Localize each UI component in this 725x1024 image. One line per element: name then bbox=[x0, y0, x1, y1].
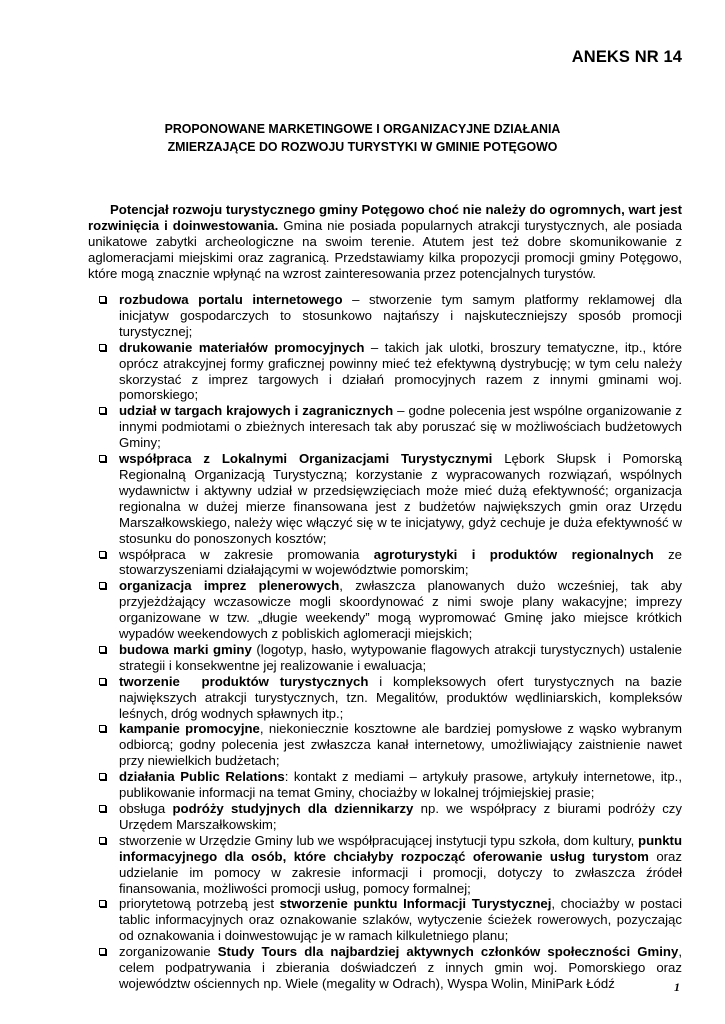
item-prefix: stworzenie w Urzędzie Gminy lub we współpracującej instytucji typu szkoła, dom kultury, bbox=[119, 832, 639, 848]
checkbox-bullet-icon bbox=[99, 344, 106, 351]
proposal-list bbox=[90, 292, 682, 992]
checkbox-bullet-icon bbox=[99, 805, 106, 812]
list-item bbox=[90, 833, 682, 897]
item-bold: budowa marki gminy bbox=[119, 641, 252, 657]
item-text: : kontakt z mediami – artykuły prasowe, artykuły internetowe, itp., publikowanie informacji na temat Gminy, chociażby w lokalnej trójmiejskiej prasie; bbox=[119, 769, 683, 801]
list-item bbox=[90, 340, 682, 404]
list-item bbox=[90, 721, 682, 769]
item-prefix: obsługa bbox=[119, 801, 173, 816]
item-text: – godne polecenia jest wspólne organizowanie z innymi podmiotami o zbieżnych interesach tak aby poruszać się w możliwościach budżetowych Gminy; bbox=[119, 403, 683, 451]
checkbox-bullet-icon bbox=[99, 455, 106, 462]
list-item bbox=[90, 674, 682, 722]
checkbox-bullet-icon bbox=[99, 948, 106, 955]
intro-paragraph bbox=[88, 202, 682, 282]
title-line-2: ZMIERZAJĄCE DO ROZWOJU TURYSTYKI W GMINIE POTĘGOWO bbox=[167, 139, 558, 154]
list-item bbox=[90, 578, 682, 642]
checkbox-bullet-icon bbox=[99, 900, 106, 907]
item-text: , celem podpatrywania i zbierania doświadczeń z innych gmin woj. Pomorskiego oraz województw ościennych np. Wiele (megality w Odrach), Wyspa Wolin, MiniPark Łódź bbox=[119, 944, 682, 991]
list-item bbox=[90, 801, 682, 833]
item-bold: Study Tours dla najbardziej aktywnych członków społeczności Gminy bbox=[217, 944, 679, 960]
item-text: , zwłaszcza planowanych dużo wcześniej, tak aby przyjeżdżający wczasowicze mogli skoordynować z nimi swoje plany wakacyjne; imprezy organizowane w tzw. „długie weekendy” mogą wypromować Gminę jako miejsce krótkich wypadów weekendowych z pobliskich aglomeracji miejskich; bbox=[119, 578, 682, 642]
checkbox-bullet-icon bbox=[99, 582, 106, 589]
title-line-1: PROPONOWANE MARKETINGOWE I ORGANIZACYJNE DZIAŁANIA bbox=[164, 121, 561, 136]
list-item bbox=[90, 944, 682, 992]
item-text: np. we współpracy z biurami podróży czy Urzędem Marszałkowskim; bbox=[119, 801, 682, 832]
item-text: i kompleksowych ofert turystycznych na bazie największych atrakcji turystycznych, tzn. Megalitów, produktów wędliniarskich, kompleksów leśnych, dróg wodnych spławnych itp.; bbox=[119, 673, 682, 721]
item-text: , chociażby w postaci tablic informacyjnych oraz oznakowanie szlaków, wytyczenie ścieżek rowerowych, pozyczając od oznakowania i doinwestowując je w ramach kilkuletniego planu; bbox=[119, 896, 682, 944]
list-item bbox=[90, 292, 682, 340]
checkbox-bullet-icon bbox=[99, 725, 106, 732]
item-bold: tworzenie produktów turystycznych bbox=[119, 673, 369, 689]
item-prefix: zorganizowanie bbox=[119, 944, 218, 960]
item-text: ze stowarzyszeniami działającymi w województwie pomorskim; bbox=[119, 546, 683, 578]
list-item bbox=[90, 547, 682, 579]
annex-number: ANEKS NR 14 bbox=[571, 48, 682, 66]
checkbox-bullet-icon bbox=[99, 646, 106, 653]
item-bold: podróży studyjnych dla dziennikarzy bbox=[172, 801, 414, 816]
item-bold: organizacja imprez plenerowych bbox=[119, 578, 340, 594]
item-bold: udział w targach krajowych i zagranicznych bbox=[119, 403, 394, 419]
list-item bbox=[90, 403, 682, 451]
item-prefix: współpraca w zakresie promowania bbox=[119, 546, 374, 562]
item-bold: działania Public Relations bbox=[119, 769, 285, 785]
item-text: – stworzenie tym samym platformy reklamowej dla inicjatyw gospodarczych to stosunkowo najtańszy i najskuteczniejszy sposób promocji turystycznej; bbox=[119, 292, 682, 339]
item-text: , niekoniecznie kosztowne ale bardziej pomysłowe z wąsko wybranym odbiorcą; godny polecenia jest zwłaszcza kanał internetowy, umożliwiający zaistnienie nawet przy niewielkich budżetach; bbox=[119, 721, 683, 769]
list-item bbox=[90, 896, 682, 944]
item-bold: kampanie promocyjne bbox=[119, 721, 260, 737]
intro-text: Gmina nie posiada popularnych atrakcji turystycznych, ale posiada unikatowe zabytki archeologiczne na swoim terenie. Atutem jest też dobre skomunikowanie z aglomeracjami miejskimi oraz zagranicą. Przedstawiamy kilka propozycji promocji gminy Potęgowo, które mogą znacznie wpłynąć na wzrost zainteresowania przez potencjalnych turystów. bbox=[88, 217, 682, 281]
checkbox-bullet-icon bbox=[99, 773, 106, 780]
item-bold: agroturystyki i produktów regionalnych bbox=[373, 546, 654, 562]
checkbox-bullet-icon bbox=[99, 837, 106, 844]
checkbox-bullet-icon bbox=[99, 551, 106, 558]
item-bold: współpraca z Lokalnymi Organizacjami Turystycznymi bbox=[119, 451, 493, 467]
checkbox-bullet-icon bbox=[99, 296, 106, 303]
intro-bold: Potencjał rozwoju turystycznego gminy Potęgowo choć nie należy do ogromnych, wart jest rozwinięcia i doinwestowania. bbox=[88, 202, 682, 233]
item-bold: rozbudowa portalu internetowego bbox=[119, 292, 343, 307]
item-bold: punktu informacyjnego dla osób, które chciałyby rozpocząć oferowanie usług turystom bbox=[119, 832, 682, 864]
list-item bbox=[90, 642, 682, 674]
checkbox-bullet-icon bbox=[99, 678, 106, 685]
item-bold: stworzenie punktu Informacji Turystycznej bbox=[279, 896, 552, 912]
item-text: Lębork Słupsk i Pomorską Regionalną Organizacją Turystyczną; korzystanie z wypracowanych rozwiązań, wspólnych wydawnictw i aktywny udział w przedsięwzięciach może mieć dużą efektywność; organizacja regionalna w dużej mierze finansowana jest z budżetów największych gmin oraz Urzędu Marszałkowskiego, należy więc włączyć się w te inicjatywy, gdyż cechuje je duża efektywność w stosunku do ponoszonych kosztów; bbox=[119, 451, 682, 546]
item-text: oraz udzielanie im pomocy w zakresie informacji i promocji, dotyczy to zwłaszcza źródeł finansowania, możliwości promocji usług, pomocy formalnej; bbox=[119, 848, 682, 896]
list-item bbox=[90, 769, 682, 801]
item-text: – takich jak ulotki, broszury tematyczne, itp., które oprócz atrakcyjnej formy graficznej powinny mieć też efektywną dystrybucję; w tym celu należy skorzystać z imprez targowych i działań promocyjnych razem z innymi gminami woj. pomorskiego; bbox=[119, 339, 683, 403]
item-bold: drukowanie materiałów promocyjnych bbox=[119, 339, 365, 355]
item-text: (logotyp, hasło, wytypowanie flagowych atrakcji turystycznych) ustalenie strategii i konsekwentne jej realizowanie i ewaluacja; bbox=[119, 641, 683, 673]
page-number: 1 bbox=[674, 980, 680, 994]
document-title bbox=[25, 120, 699, 156]
checkbox-bullet-icon bbox=[99, 407, 106, 414]
list-item bbox=[90, 451, 682, 546]
item-prefix: priorytetową potrzebą jest bbox=[119, 896, 280, 912]
